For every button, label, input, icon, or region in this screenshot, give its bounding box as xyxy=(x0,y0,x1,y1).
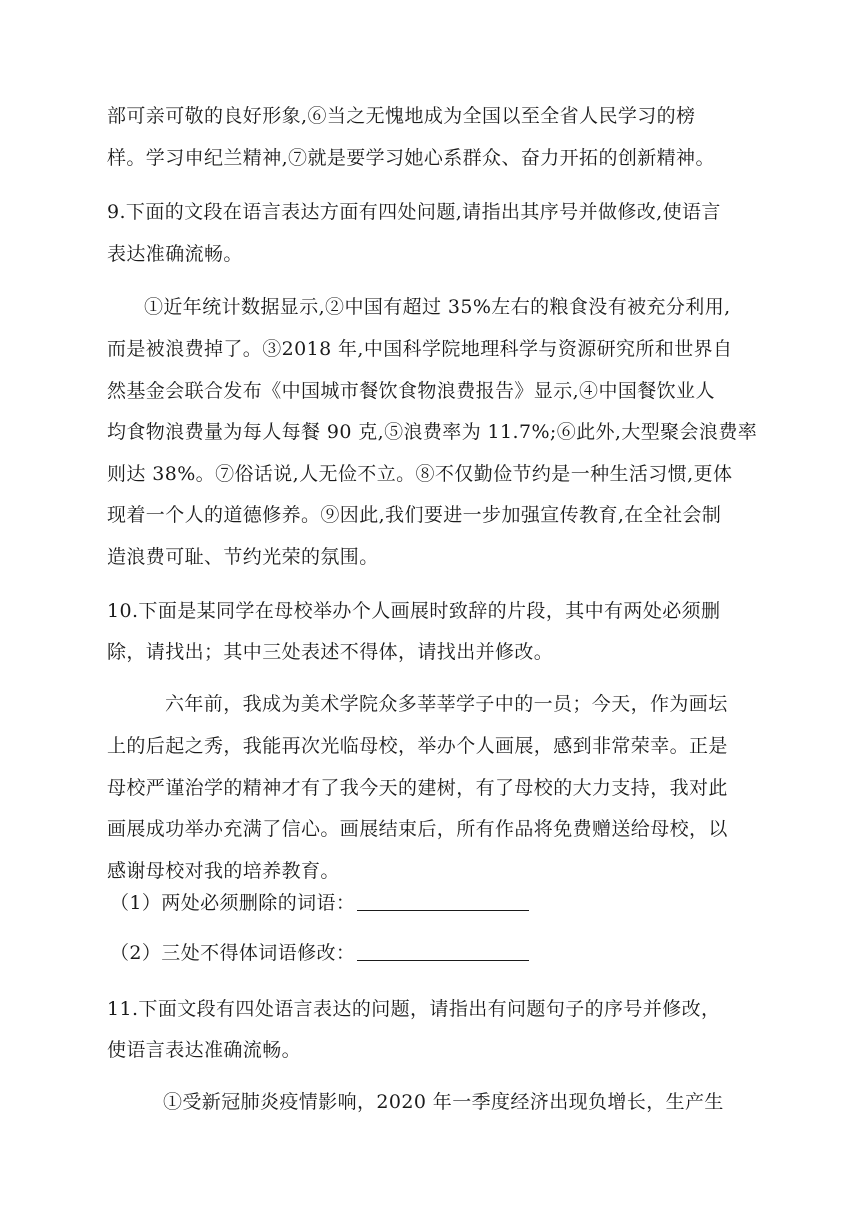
text-line: 表达准确流畅。 xyxy=(107,243,243,265)
question-9-title: 9.下面的文段在语言表达方面有四处问题,请指出其序号并做修改,使语言 xyxy=(107,201,721,223)
text-line: 则达 38%。⑦俗话说,人无俭不立。⑧不仅勤俭节约是一种生活习惯,更体 xyxy=(107,463,733,485)
text-line: 使语言表达准确流畅。 xyxy=(107,1039,302,1061)
text-line: ①受新冠肺炎疫情影响，2020 年一季度经济出现负增长，生产生 xyxy=(163,1091,724,1113)
answer-line-1 xyxy=(110,891,529,915)
question-10-title: 10.下面是某同学在母校举办个人画展时致辞的片段，其中有两处必须删 xyxy=(107,600,721,622)
answer-label: （2）三处不得体词语修改： xyxy=(110,942,356,964)
text-line: 而是被浪费掉了。③2018 年,中国科学院地理科学与资源研究所和世界自 xyxy=(107,338,733,360)
answer-blank[interactable] xyxy=(357,892,529,911)
answer-blank[interactable] xyxy=(357,942,529,961)
question-11-title: 11.下面文段有四处语言表达的问题，请指出有问题句子的序号并修改， xyxy=(107,998,721,1020)
text-line: 然基金会联合发布《中国城市餐饮食物浪费报告》显示,④中国餐饮业人 xyxy=(107,380,715,402)
text-line: 六年前，我成为美术学院众多莘莘学子中的一员；今天，作为画坛 xyxy=(165,693,728,715)
text-line: 画展成功举办充满了信心。画展结束后，所有作品将免费赠送给母校，以 xyxy=(107,818,728,840)
answer-line-2 xyxy=(110,941,529,965)
text-line: ①近年统计数据显示,②中国有超过 35%左右的粮食没有被充分利用, xyxy=(144,296,731,318)
text-line: 部可亲可敬的良好形象,⑥当之无愧地成为全国以至全省人民学习的榜 xyxy=(107,105,696,127)
answer-label: （1）两处必须删除的词语： xyxy=(110,892,356,914)
text-line: 造浪费可耻、节约光荣的氛围。 xyxy=(107,546,379,568)
text-line: 均食物浪费量为每人每餐 90 克,⑤浪费率为 11.7%;⑥此外,大型聚会浪费率 xyxy=(107,421,758,443)
text-line: 感谢母校对我的培养教育。 xyxy=(107,860,340,882)
text-line: 除，请找出；其中三处表述不得体，请找出并修改。 xyxy=(107,641,554,663)
text-line: 现着一个人的道德修养。⑨因此,我们要进一步加强宣传教育,在全社会制 xyxy=(107,504,722,526)
text-line: 样。学习申纪兰精神,⑦就是要学习她心系群众、奋力开拓的创新精神。 xyxy=(107,147,715,169)
text-line: 上的后起之秀，我能再次光临母校，举办个人画展，感到非常荣幸。正是 xyxy=(107,735,728,757)
text-line: 母校严谨治学的精神才有了我今天的建树，有了母校的大力支持，我对此 xyxy=(107,777,728,799)
